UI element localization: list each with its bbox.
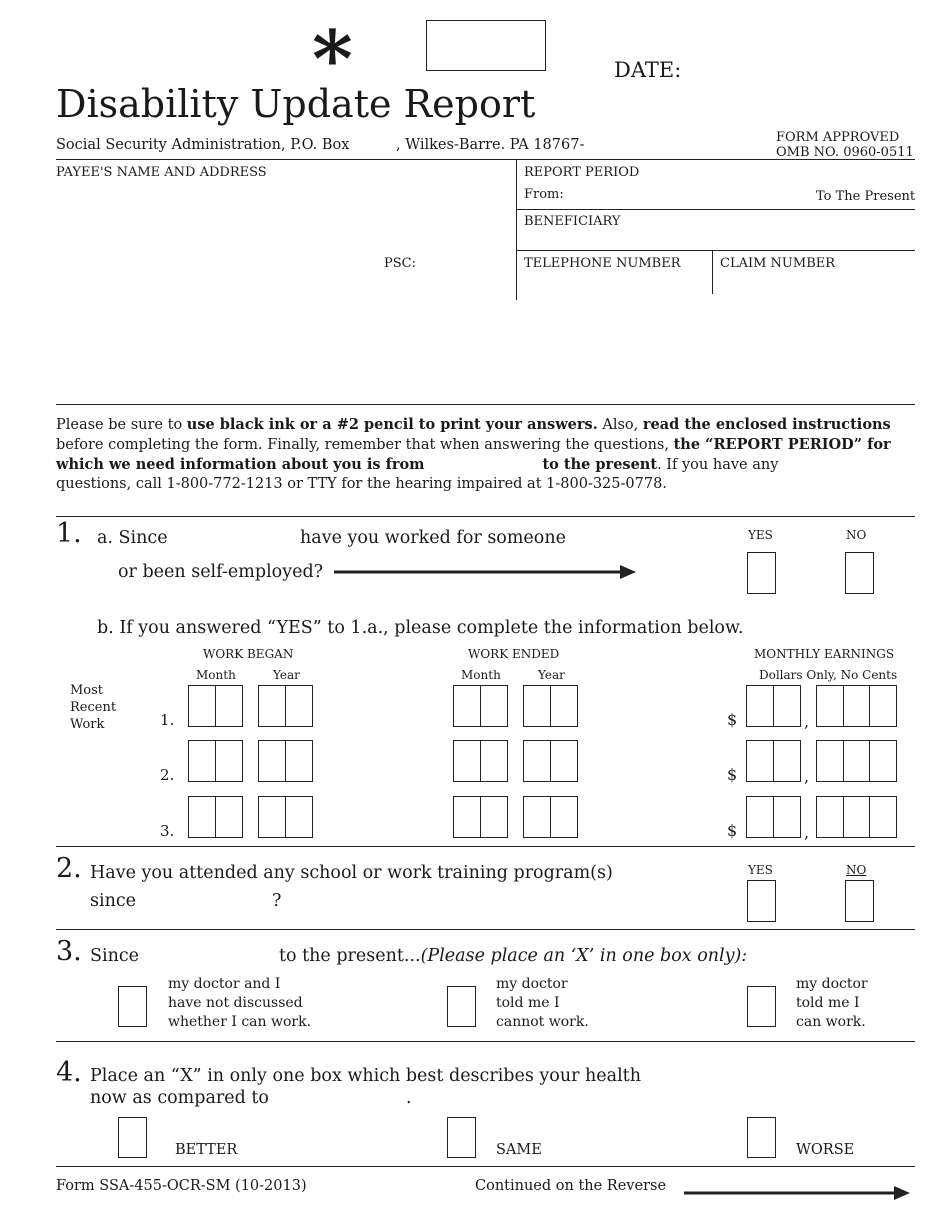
asterisk-mark: * bbox=[312, 14, 353, 105]
instructions-line-4: questions, call 1-800-772-1213 or TTY for the hearing impaired at 1-800-325-0778. bbox=[56, 476, 667, 492]
row1-began-month[interactable] bbox=[188, 685, 241, 727]
agency-line: Social Security Administration, P.O. Box bbox=[56, 137, 350, 153]
ended-month-label: Month bbox=[461, 668, 501, 682]
q4-better-label: BETTER bbox=[175, 1142, 238, 1158]
agency-line-city: , Wilkes-Barre. PA 18767- bbox=[396, 137, 585, 153]
row2-ended-year[interactable] bbox=[523, 740, 576, 782]
q1a-text: have you worked for someone bbox=[300, 528, 566, 548]
q3-option-cannot-work-label: my doctor told me I cannot work. bbox=[496, 976, 589, 1030]
row2-earnings-thousands[interactable] bbox=[746, 740, 799, 782]
q1-no-checkbox[interactable] bbox=[845, 552, 874, 594]
q1a-since: a. Since bbox=[97, 528, 168, 548]
beneficiary-label: BENEFICIARY bbox=[524, 214, 621, 229]
row2-began-month[interactable] bbox=[188, 740, 241, 782]
q3-option-not-discussed-checkbox[interactable] bbox=[118, 986, 147, 1027]
row3-began-month[interactable] bbox=[188, 796, 241, 838]
instructions-line-1: Please be sure to use black ink or a #2 pencil to print your answers. Also, read the enclosed instructions bbox=[56, 416, 891, 433]
row3-earnings-hundreds[interactable] bbox=[816, 796, 896, 838]
monthly-earnings-header: MONTHLY EARNINGS bbox=[754, 647, 895, 661]
q4-text-2: now as compared to bbox=[90, 1088, 269, 1108]
instructions-line-2: before completing the form. Finally, remember that when answering the questions, the “REPORT PERIOD” for bbox=[56, 436, 891, 453]
row1-ended-month[interactable] bbox=[453, 685, 506, 727]
row1-earnings-thousands[interactable] bbox=[746, 685, 799, 727]
q3-since: Since bbox=[90, 946, 140, 966]
q4-same-checkbox[interactable] bbox=[447, 1117, 476, 1158]
q4-text: Place an “X” in only one box which best describes your health bbox=[90, 1066, 641, 1086]
arrow-icon bbox=[334, 563, 640, 581]
began-year-label: Year bbox=[273, 668, 300, 682]
row2-comma: , bbox=[804, 767, 810, 786]
row1-comma: , bbox=[804, 712, 810, 731]
q3-number: 3. bbox=[56, 936, 82, 967]
q2-question-mark: ? bbox=[272, 891, 282, 911]
q1-number: 1. bbox=[56, 518, 82, 549]
row2-began-year[interactable] bbox=[258, 740, 311, 782]
q2-number: 2. bbox=[56, 853, 82, 884]
q2-yes-label: YES bbox=[748, 863, 773, 877]
q3-option-not-discussed-label: my doctor and I have not discussed whether I can work. bbox=[168, 976, 312, 1030]
row3-began-year[interactable] bbox=[258, 796, 311, 838]
row3-comma: , bbox=[804, 823, 810, 842]
row3-ended-month[interactable] bbox=[453, 796, 506, 838]
row2-dollar-sign: $ bbox=[727, 765, 738, 784]
q2-yes-checkbox[interactable] bbox=[747, 880, 776, 922]
report-period-label: REPORT PERIOD bbox=[524, 165, 640, 180]
q2-no-checkbox[interactable] bbox=[845, 880, 874, 922]
q1b-text: b. If you answered “YES” to 1.a., please complete the information below. bbox=[97, 618, 744, 638]
q4-same-label: SAME bbox=[496, 1142, 542, 1158]
q1-no-label: NO bbox=[846, 528, 867, 542]
q3-option-can-work-checkbox[interactable] bbox=[747, 986, 776, 1027]
row-label-1: 1. bbox=[160, 711, 175, 729]
q4-number: 4. bbox=[56, 1057, 82, 1088]
q1-yes-label: YES bbox=[748, 528, 773, 542]
row3-ended-year[interactable] bbox=[523, 796, 576, 838]
barcode-box bbox=[426, 20, 546, 71]
q1-yes-checkbox[interactable] bbox=[747, 552, 776, 594]
instructions-line-3: which we need information about you is from to the present. If you have any bbox=[56, 456, 779, 473]
instructions bbox=[56, 415, 926, 494]
form-approved: FORM APPROVED bbox=[776, 130, 900, 145]
row1-earnings-hundreds[interactable] bbox=[816, 685, 896, 727]
work-ended-header: WORK ENDED bbox=[468, 647, 560, 661]
telephone-label: TELEPHONE NUMBER bbox=[524, 256, 681, 271]
row1-ended-year[interactable] bbox=[523, 685, 576, 727]
q3-text: to the present...(Please place an ‘X’ in one box only): bbox=[279, 946, 748, 966]
q2-no-label: NO bbox=[846, 863, 867, 877]
work-began-header: WORK BEGAN bbox=[203, 647, 294, 661]
to-present-label: To The Present bbox=[816, 189, 916, 204]
from-label: From: bbox=[524, 187, 564, 202]
row2-earnings-hundreds[interactable] bbox=[816, 740, 896, 782]
omb-number: OMB NO. 0960-0511 bbox=[776, 145, 914, 160]
dollars-only-label: Dollars Only, No Cents bbox=[759, 668, 898, 682]
row-label-3: 3. bbox=[160, 822, 175, 840]
q2-text: Have you attended any school or work training program(s) bbox=[90, 863, 613, 883]
form-id: Form SSA-455-OCR-SM (10-2013) bbox=[56, 1178, 307, 1194]
page-title: Disability Update Report bbox=[56, 82, 536, 126]
row-label-2: 2. bbox=[160, 766, 175, 784]
q1a-text-2: or been self-employed? bbox=[118, 562, 324, 582]
q4-worse-checkbox[interactable] bbox=[747, 1117, 776, 1158]
payee-label: PAYEE'S NAME AND ADDRESS bbox=[56, 165, 267, 180]
row2-ended-month[interactable] bbox=[453, 740, 506, 782]
most-recent-label: Most Recent Work bbox=[70, 683, 117, 732]
began-month-label: Month bbox=[196, 668, 236, 682]
ended-year-label: Year bbox=[538, 668, 565, 682]
continued-label: Continued on the Reverse bbox=[475, 1178, 667, 1194]
row1-dollar-sign: $ bbox=[727, 710, 738, 729]
row1-began-year[interactable] bbox=[258, 685, 311, 727]
q3-option-cannot-work-checkbox[interactable] bbox=[447, 986, 476, 1027]
psc-label: PSC: bbox=[384, 256, 416, 271]
q4-period: . bbox=[406, 1088, 412, 1108]
q3-option-can-work-label: my doctor told me I can work. bbox=[796, 976, 868, 1030]
q4-worse-label: WORSE bbox=[796, 1142, 855, 1158]
row3-earnings-thousands[interactable] bbox=[746, 796, 799, 838]
q2-since: since bbox=[90, 891, 137, 911]
arrow-icon bbox=[684, 1184, 914, 1202]
date-label: DATE: bbox=[614, 58, 682, 82]
claim-number-label: CLAIM NUMBER bbox=[720, 256, 836, 271]
row3-dollar-sign: $ bbox=[727, 821, 738, 840]
q4-better-checkbox[interactable] bbox=[118, 1117, 147, 1158]
